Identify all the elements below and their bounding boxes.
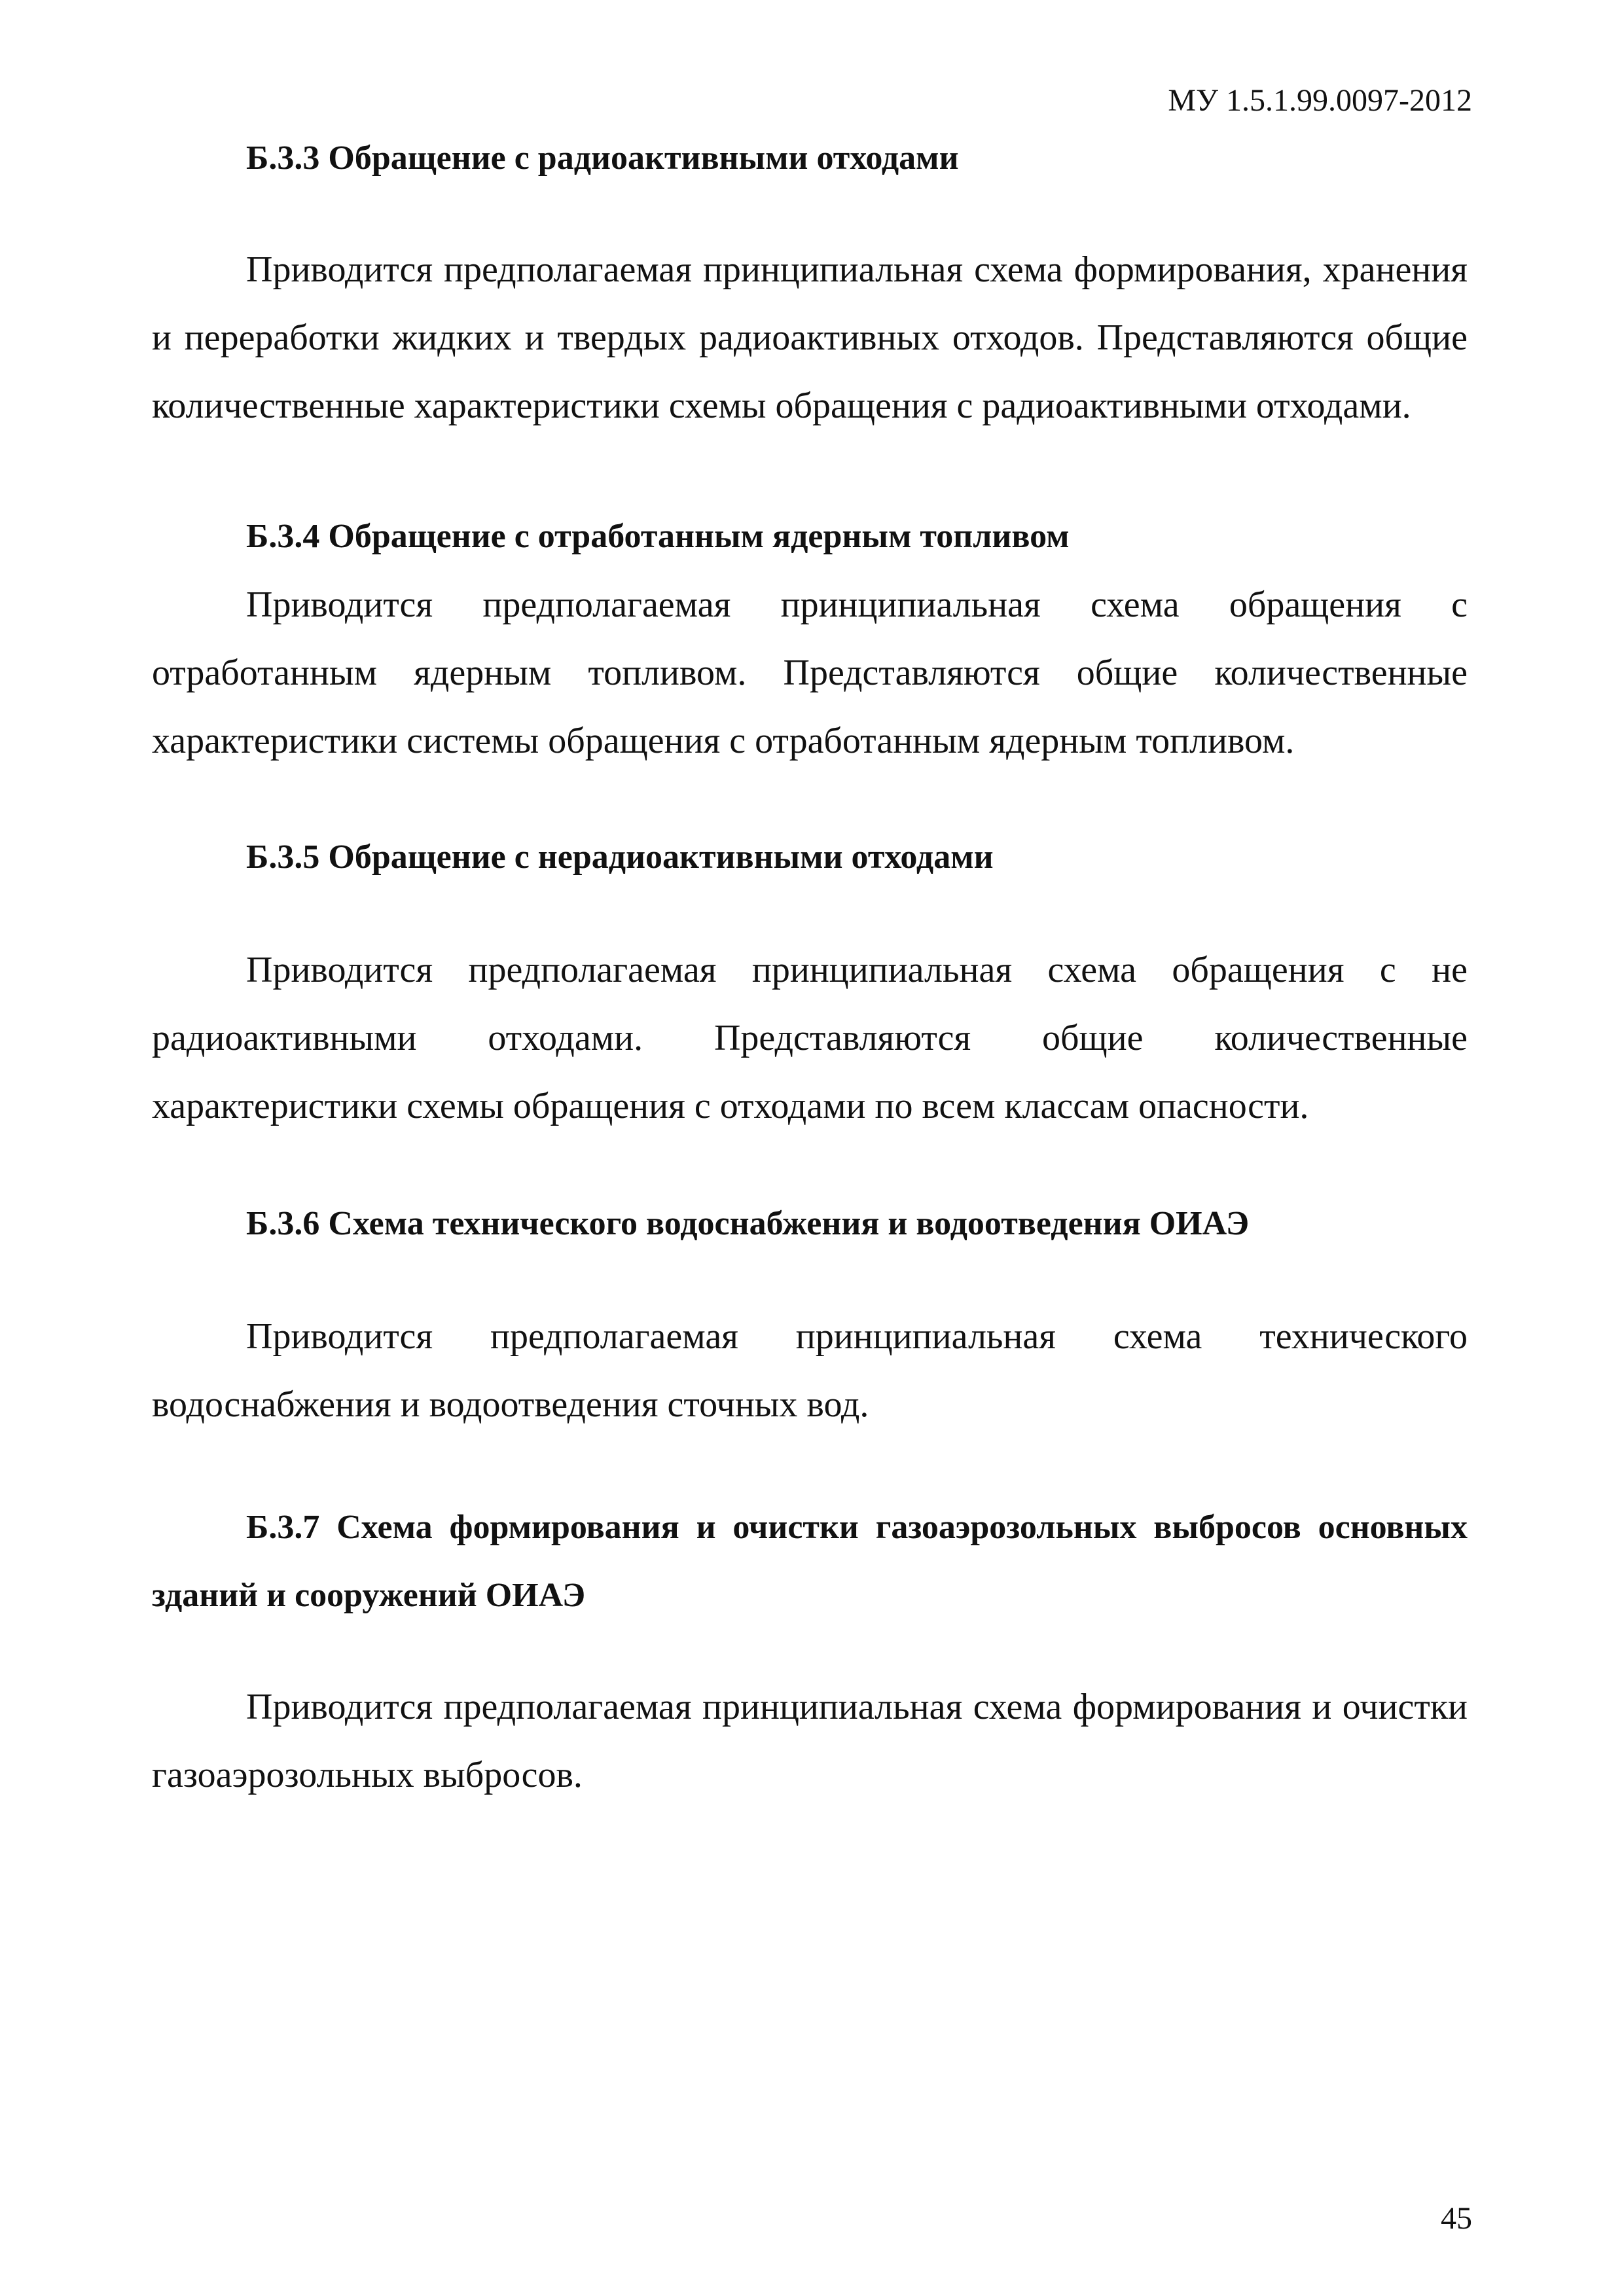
section-b36-text: Приводится предполагаемая принципиальная схема технического водоснабжения и водоотведения сточных вод.	[152, 1316, 1468, 1425]
page-number: 45	[1441, 2201, 1472, 2236]
section-b37-text: Приводится предполагаемая принципиальная схема формирования и очистки газоаэрозольных выбросов.	[152, 1687, 1468, 1795]
document-code: МУ 1.5.1.99.0097-2012	[1168, 83, 1472, 118]
section-b34-heading: Б.3.4 Обращение с отработанным ядерным топливом	[246, 518, 1070, 555]
section-b36-heading: Б.3.6 Схема технического водоснабжения и водоотведения ОИАЭ	[246, 1205, 1250, 1242]
section-b34-text: Приводится предполагаемая принципиальная схема обращения с отработанным ядерным топливом. Представляются общие количественные характеристики системы обращения с отработанным ядерным топливом.	[152, 584, 1468, 761]
section-b37-heading: Б.3.7 Схема формирования и очистки газоаэрозольных выбросов основных зданий и сооружений ОИАЭ	[152, 1509, 1468, 1614]
section-b35-text: Приводится предполагаемая принципиальная схема обращения с не радиоактивными отходами. Представляются общие количественные характеристики схемы обращения с отходами по всем классам опасности.	[152, 950, 1468, 1126]
section-b35-heading: Б.3.5 Обращение с нерадиоактивными отходами	[246, 838, 994, 876]
section-b33-text: Приводится предполагаемая принципиальная схема формирования, хранения и переработки жидких и твердых радиоактивных отходов. Представляются общие количественные характеристики схемы обращения с радиоактивными отходами.	[152, 249, 1468, 426]
section-b33-heading: Б.3.3 Обращение с радиоактивными отходами	[246, 139, 959, 177]
